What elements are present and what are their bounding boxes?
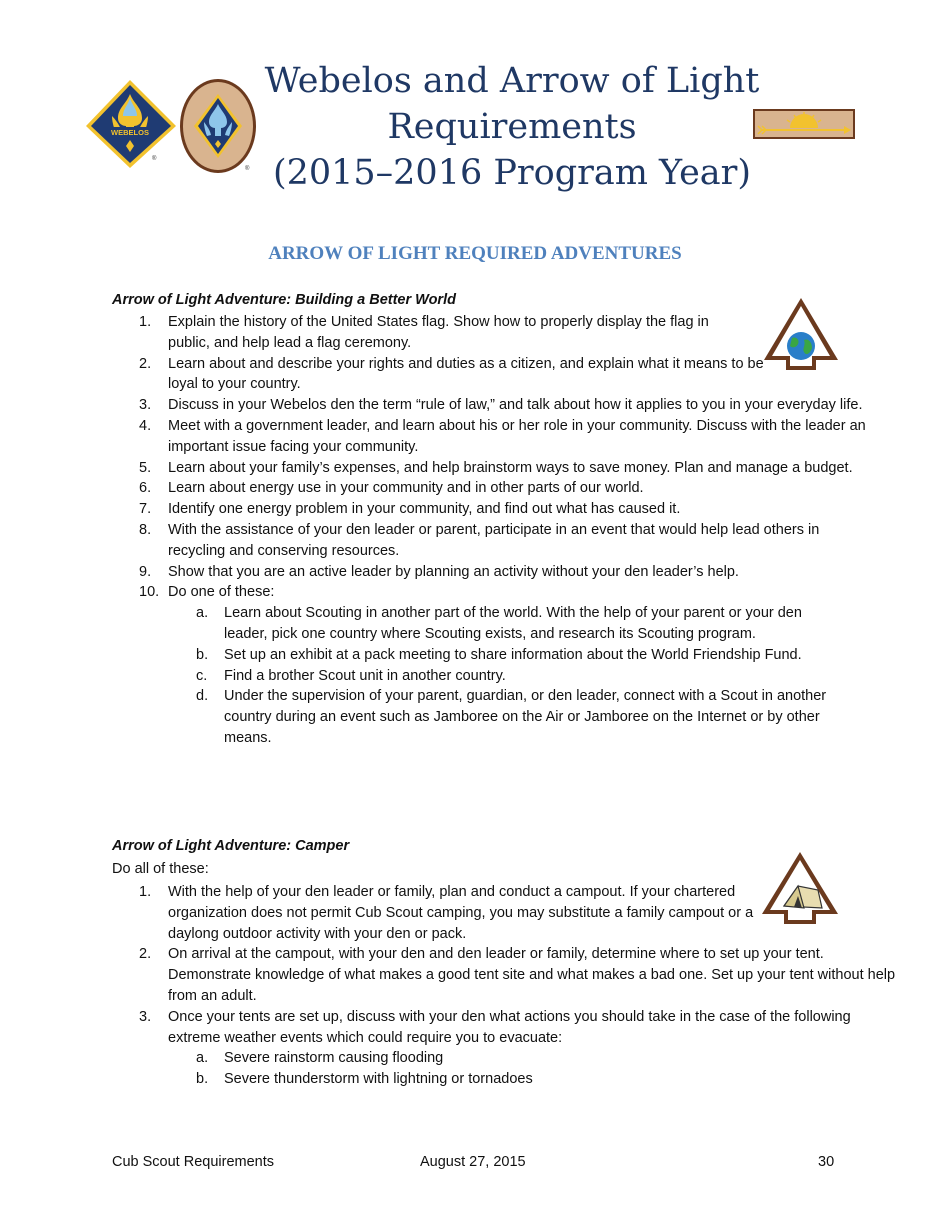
- list-item: [112, 395, 896, 416]
- title-line-3: (2015–2016 Program Year): [272, 153, 752, 193]
- item-letter: b.: [196, 1071, 209, 1088]
- item-text: Learn about energy use in your community and in other parts of our world.: [168, 480, 644, 497]
- footer-document-name: Cub Scout Requirements: [112, 1154, 274, 1170]
- item-text: Under the supervision of your parent, guardian, or den leader, connect with a Scout in another country during an event such as Jamboree on the Air or Jamboree on the Internet or by other means.: [224, 688, 827, 746]
- item-number: 2.: [139, 946, 152, 963]
- list-item: [112, 1007, 876, 1090]
- registered-mark: ®: [245, 166, 250, 172]
- sub-list-item: [168, 1069, 820, 1090]
- footer-date: August 27, 2015: [420, 1154, 526, 1170]
- item-number: 3.: [139, 397, 152, 414]
- item-number: 3.: [139, 1008, 152, 1025]
- list-item: [112, 882, 774, 944]
- item-text: Identify one energy problem in your community, and find out what has caused it.: [168, 501, 681, 518]
- item-text: Explain the history of the United States flag. Show how to properly display the flag in public, and help lead a flag ceremony.: [168, 314, 709, 351]
- list-item: [112, 478, 896, 499]
- sub-list-item: [168, 686, 842, 748]
- registered-mark: ®: [152, 156, 157, 162]
- list-item: [112, 499, 896, 520]
- title-line-2: Requirements: [387, 107, 637, 147]
- arrow-of-light-patch-icon: [752, 108, 856, 140]
- item-text: Once your tents are set up, discuss with your den what actions you should take in the case of the following extreme weather events which could require you to evacuate:: [168, 1008, 851, 1046]
- item-number: 6.: [139, 480, 152, 497]
- item-text: Do one of these:: [168, 584, 275, 601]
- item-number: 10.: [139, 584, 160, 601]
- title-line-1: Webelos and Arrow of Light: [264, 61, 760, 101]
- footer-page-number: 30: [818, 1154, 835, 1170]
- adventure2-sub-list: [168, 1048, 820, 1090]
- item-letter: a.: [196, 1050, 209, 1067]
- sub-list-item: [168, 603, 840, 645]
- item-text: Severe rainstorm causing flooding: [224, 1050, 444, 1067]
- item-text: Learn about your family’s expenses, and help brainstorm ways to save money. Plan and manage a budget.: [168, 459, 853, 476]
- webelos-badge-text: WEBELOS: [111, 128, 149, 137]
- item-text: Find a brother Scout unit in another country.: [224, 667, 506, 684]
- adventure1-sub-list: [168, 603, 840, 749]
- item-text: Severe thunderstorm with lightning or tornadoes: [224, 1071, 533, 1088]
- item-number: 7.: [139, 501, 152, 518]
- item-letter: d.: [196, 688, 209, 705]
- sub-list-item: [168, 666, 840, 687]
- adventure2-requirements-list: [112, 882, 896, 1090]
- item-text: Learn about and describe your rights and duties as a citizen, and explain what it means to be loyal to your country.: [168, 355, 764, 393]
- item-number: 4.: [139, 417, 152, 434]
- item-number: 2.: [139, 355, 152, 372]
- item-text: Discuss in your Webelos den the term “rule of law,” and talk about how it applies to you in your everyday life.: [168, 397, 863, 414]
- list-item: [112, 520, 868, 562]
- sub-list-item: [168, 645, 824, 666]
- item-letter: b.: [196, 646, 209, 663]
- item-number: 1.: [139, 314, 152, 330]
- sub-list-item: [168, 1048, 820, 1069]
- webelos-tan-badge-icon: [178, 78, 260, 176]
- list-item: [112, 354, 774, 396]
- adventure-title-building-a-better-world: Arrow of Light Adventure: Building a Better World: [112, 292, 456, 308]
- item-number: 9.: [139, 563, 152, 580]
- page-title: [262, 58, 762, 196]
- item-text: Meet with a government leader, and learn about his or her role in your community. Discuss with the leader an important issue facing your community.: [168, 417, 866, 455]
- item-letter: a.: [196, 605, 209, 622]
- adventure2-intro: Do all of these:: [112, 861, 209, 877]
- item-letter: c.: [196, 667, 208, 684]
- item-number: 8.: [139, 521, 152, 538]
- adventure1-requirements-list: [112, 312, 866, 749]
- list-item: [112, 582, 896, 748]
- item-text: With the assistance of your den leader or parent, participate in an event that would help lead others in recycling and conserving resources.: [168, 521, 820, 559]
- webelos-badge-icon: [82, 78, 182, 168]
- list-item: [112, 458, 896, 479]
- item-number: 1.: [139, 884, 152, 900]
- adventure-title-camper: Arrow of Light Adventure: Camper: [112, 838, 350, 854]
- list-item: [112, 312, 740, 354]
- item-text: On arrival at the campout, with your den and den leader or family, determine where to set up your tent. Demonstrate knowledge of what makes a good tent site and what makes a bad one. Set up your tent without help from an adult.: [168, 946, 896, 1004]
- item-number: 5.: [139, 459, 152, 476]
- item-text: Set up an exhibit at a pack meeting to share information about the World Friendship Fund.: [224, 646, 802, 663]
- section-heading: ARROW OF LIGHT REQUIRED ADVENTURES: [268, 243, 682, 264]
- item-text: With the help of your den leader or family, plan and conduct a campout. If your chartered organization does not permit Cub Scout camping, you may substitute a family campout or a daylong outdoor activity with your den or pack.: [168, 884, 754, 942]
- list-item: [112, 944, 896, 1006]
- list-item: [112, 562, 896, 583]
- item-text: Learn about Scouting in another part of the world. With the help of your parent or your den leader, pick one country where Scouting exists, and research its Scouting program.: [224, 605, 802, 642]
- item-text: Show that you are an active leader by planning an activity without your den leader’s help.: [168, 563, 739, 580]
- list-item: [112, 416, 896, 458]
